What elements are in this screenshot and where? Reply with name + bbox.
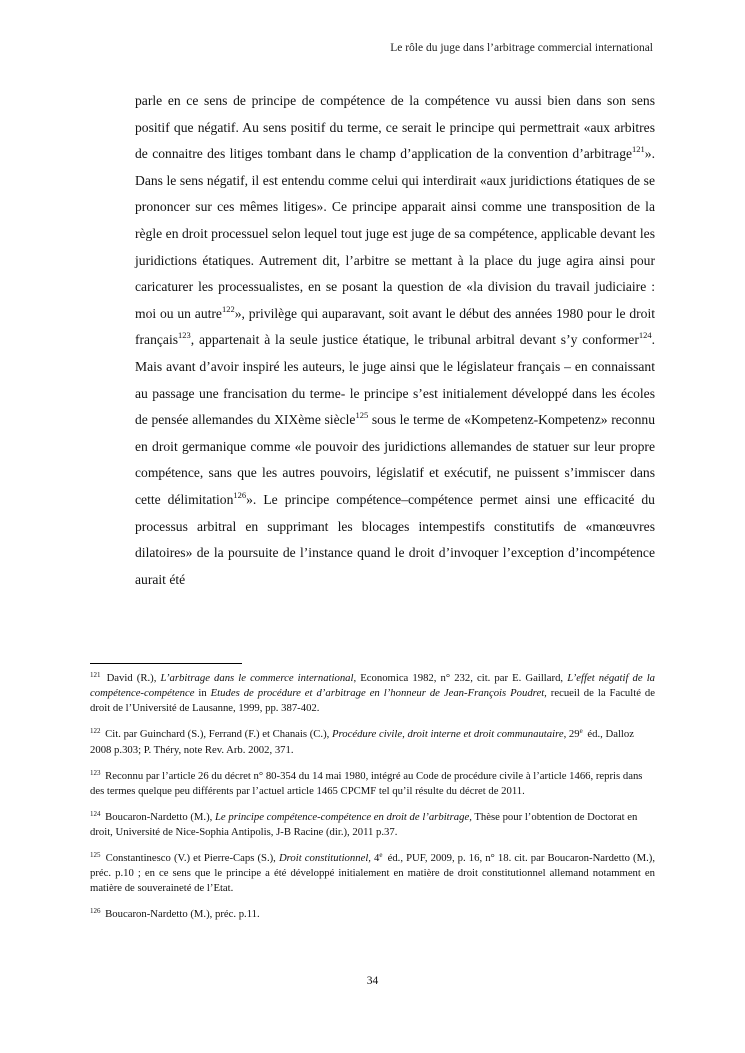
page-number: 34: [366, 975, 379, 987]
fn-text: 4: [370, 852, 380, 865]
text-segment: . Mais avant d’avoir inspiré les auteurs, le juge ainsi que le législateur français – en connaissant au passage une francisation du terme- le principe s’est initialement développé dans les écoles de pensée allemandes du XIXème siècle: [135, 332, 655, 428]
fn-text: David (R.),: [102, 672, 161, 684]
fn-text: Boucaron-Nardetto (M.),: [102, 810, 215, 823]
footnote-ref-121[interactable]: 121: [632, 144, 645, 155]
fn-title: Procédure civile, droit interne et droit communautaire: [331, 728, 564, 741]
fn-title: L’arbitrage dans le commerce international: [160, 672, 354, 684]
fn-text: , recueil de la Faculté de droit de l’Université de Lausanne, 1999, pp. 387-402.: [90, 687, 655, 715]
text-segment: parle en ce sens de principe de compétence de la compétence vu aussi bien dans son sens positif que négatif. Au sens positif du terme, ce serait le principe qui permettrait «aux arbitres de connaitre des litiges tombant dans le champ d’application de la convention d’arbitrage: [135, 93, 655, 162]
fn-text: , 29: [563, 728, 580, 741]
fn-text: éd., PUF, 2009, p. 16, n° 18. cit. par Boucaron-Nardetto (M.), préc. p.10 ; en ce sens que le principe a été développé initialement en matière de droit constitutionnel allemand notamment en matière de souveraineté de l’Etat.: [90, 852, 655, 895]
footnote-121: [90, 671, 655, 717]
text-segment: ». Dans le sens négatif, il est entendu comme celui qui interdirait «aux juridictions étatiques de se prononcer sur ces mêmes litiges». Ce principe apparait ainsi comme une transposition de la règle en droit processuel selon lequel tout juge est juge de sa compétence, applicable devant les juridictions étatiques. Autrement dit, l’arbitre se mettant à la place du juge agira ainsi pour caricaturer les processualistes, en se posant la question de «la division du travail judiciaire : moi ou un autre: [135, 146, 655, 321]
fn-text: Thèse pour l’obtention de Doctorat en droit, Université de Nice-Sophia Antipolis, J-B Racine (dir.), 2011 p.37.: [90, 810, 638, 839]
fn-text: in: [194, 687, 211, 700]
footnote-separator: [90, 663, 242, 664]
footnote-ref-126[interactable]: 126: [233, 489, 247, 500]
ordinal-sup: e: [579, 727, 583, 736]
fn-text: Boucaron-Nardetto (M.), préc. p.11.: [102, 908, 260, 921]
footnote-123: [90, 769, 655, 799]
fn-text: Reconnu par l’article 26 du décret n° 80-354 du 14 mai 1980, intégré au Code de procédure civile à l’article 1466, repris dans des termes quelque peu différents par l’actuel article 1465 CPCMF tel qu’il résulte du décret de 2011.: [90, 769, 643, 797]
main-text: [135, 88, 655, 593]
footnote-ref-122[interactable]: 122: [221, 303, 235, 314]
text-segment: », privilège qui auparavant, soit avant le début des années 1980 pour le droit français: [135, 305, 655, 348]
footnote-number: 122: [90, 727, 101, 736]
footnote-ref-124[interactable]: 124: [638, 330, 652, 341]
footnote-124: [90, 810, 655, 840]
fn-text: Cit. par Guinchard (S.), Ferrand (F.) et Chanais (C.),: [102, 728, 332, 741]
ordinal-sup: e: [379, 851, 383, 860]
footnote-number: 121: [90, 671, 101, 679]
text-segment: , appartenait à la seule justice étatique, le tribunal arbitral devant s’y conformer: [190, 332, 639, 348]
footnote-number: 124: [90, 809, 101, 818]
text-segment: ». Le principe compétence–compétence permet ainsi une efficacité du processus arbitral en supprimant les blocages intempestifs constitutifs de «manœuvres dilatoires» de la poursuite de l’instance quand le droit d’invoquer l’exception d’incompétence aurait été: [135, 491, 655, 587]
fn-text: éd., Dalloz 2008 p.303; P. Théry, note Rev. Arb. 2002, 371.: [90, 728, 634, 756]
fn-text: , Economica 1982, n° 232, cit. par E. Gaillard,: [353, 672, 568, 684]
fn-title: Etudes de procédure et d’arbitrage en l’honneur de Jean-François Poudret: [210, 687, 545, 700]
text-segment: sous le terme de «Kompetenz-Kompetenz» reconnu en droit germanique comme «le pouvoir des juridictions allemandes de statuer sur leur propre compétence, sans que les autres pouvoirs, législatif et exécutif, ne puissent s’immiscer dans cette délimitation: [135, 412, 655, 507]
footnote-122: [90, 727, 655, 757]
footnote-126: [90, 907, 655, 922]
footnote-ref-123[interactable]: 123: [178, 330, 191, 341]
footnote-number: 125: [90, 851, 101, 860]
fn-title: L’effet négatif de la compétence-compétence: [90, 672, 656, 700]
footnotes: [90, 671, 655, 933]
footnote-ref-125[interactable]: 125: [355, 410, 369, 421]
main-paragraph: [135, 88, 655, 593]
footnote-number: 126: [90, 907, 101, 916]
fn-title: Le principe compétence-compétence en droit de l’arbitrage,: [214, 810, 472, 823]
running-header: Le rôle du juge dans l’arbitrage commercial international: [390, 42, 653, 54]
footnote-number: 123: [90, 768, 101, 777]
fn-text: Constantinesco (V.) et Pierre-Caps (S.),: [102, 852, 279, 865]
footnote-125: [90, 851, 655, 897]
fn-title: Droit constitutionnel,: [278, 852, 371, 865]
